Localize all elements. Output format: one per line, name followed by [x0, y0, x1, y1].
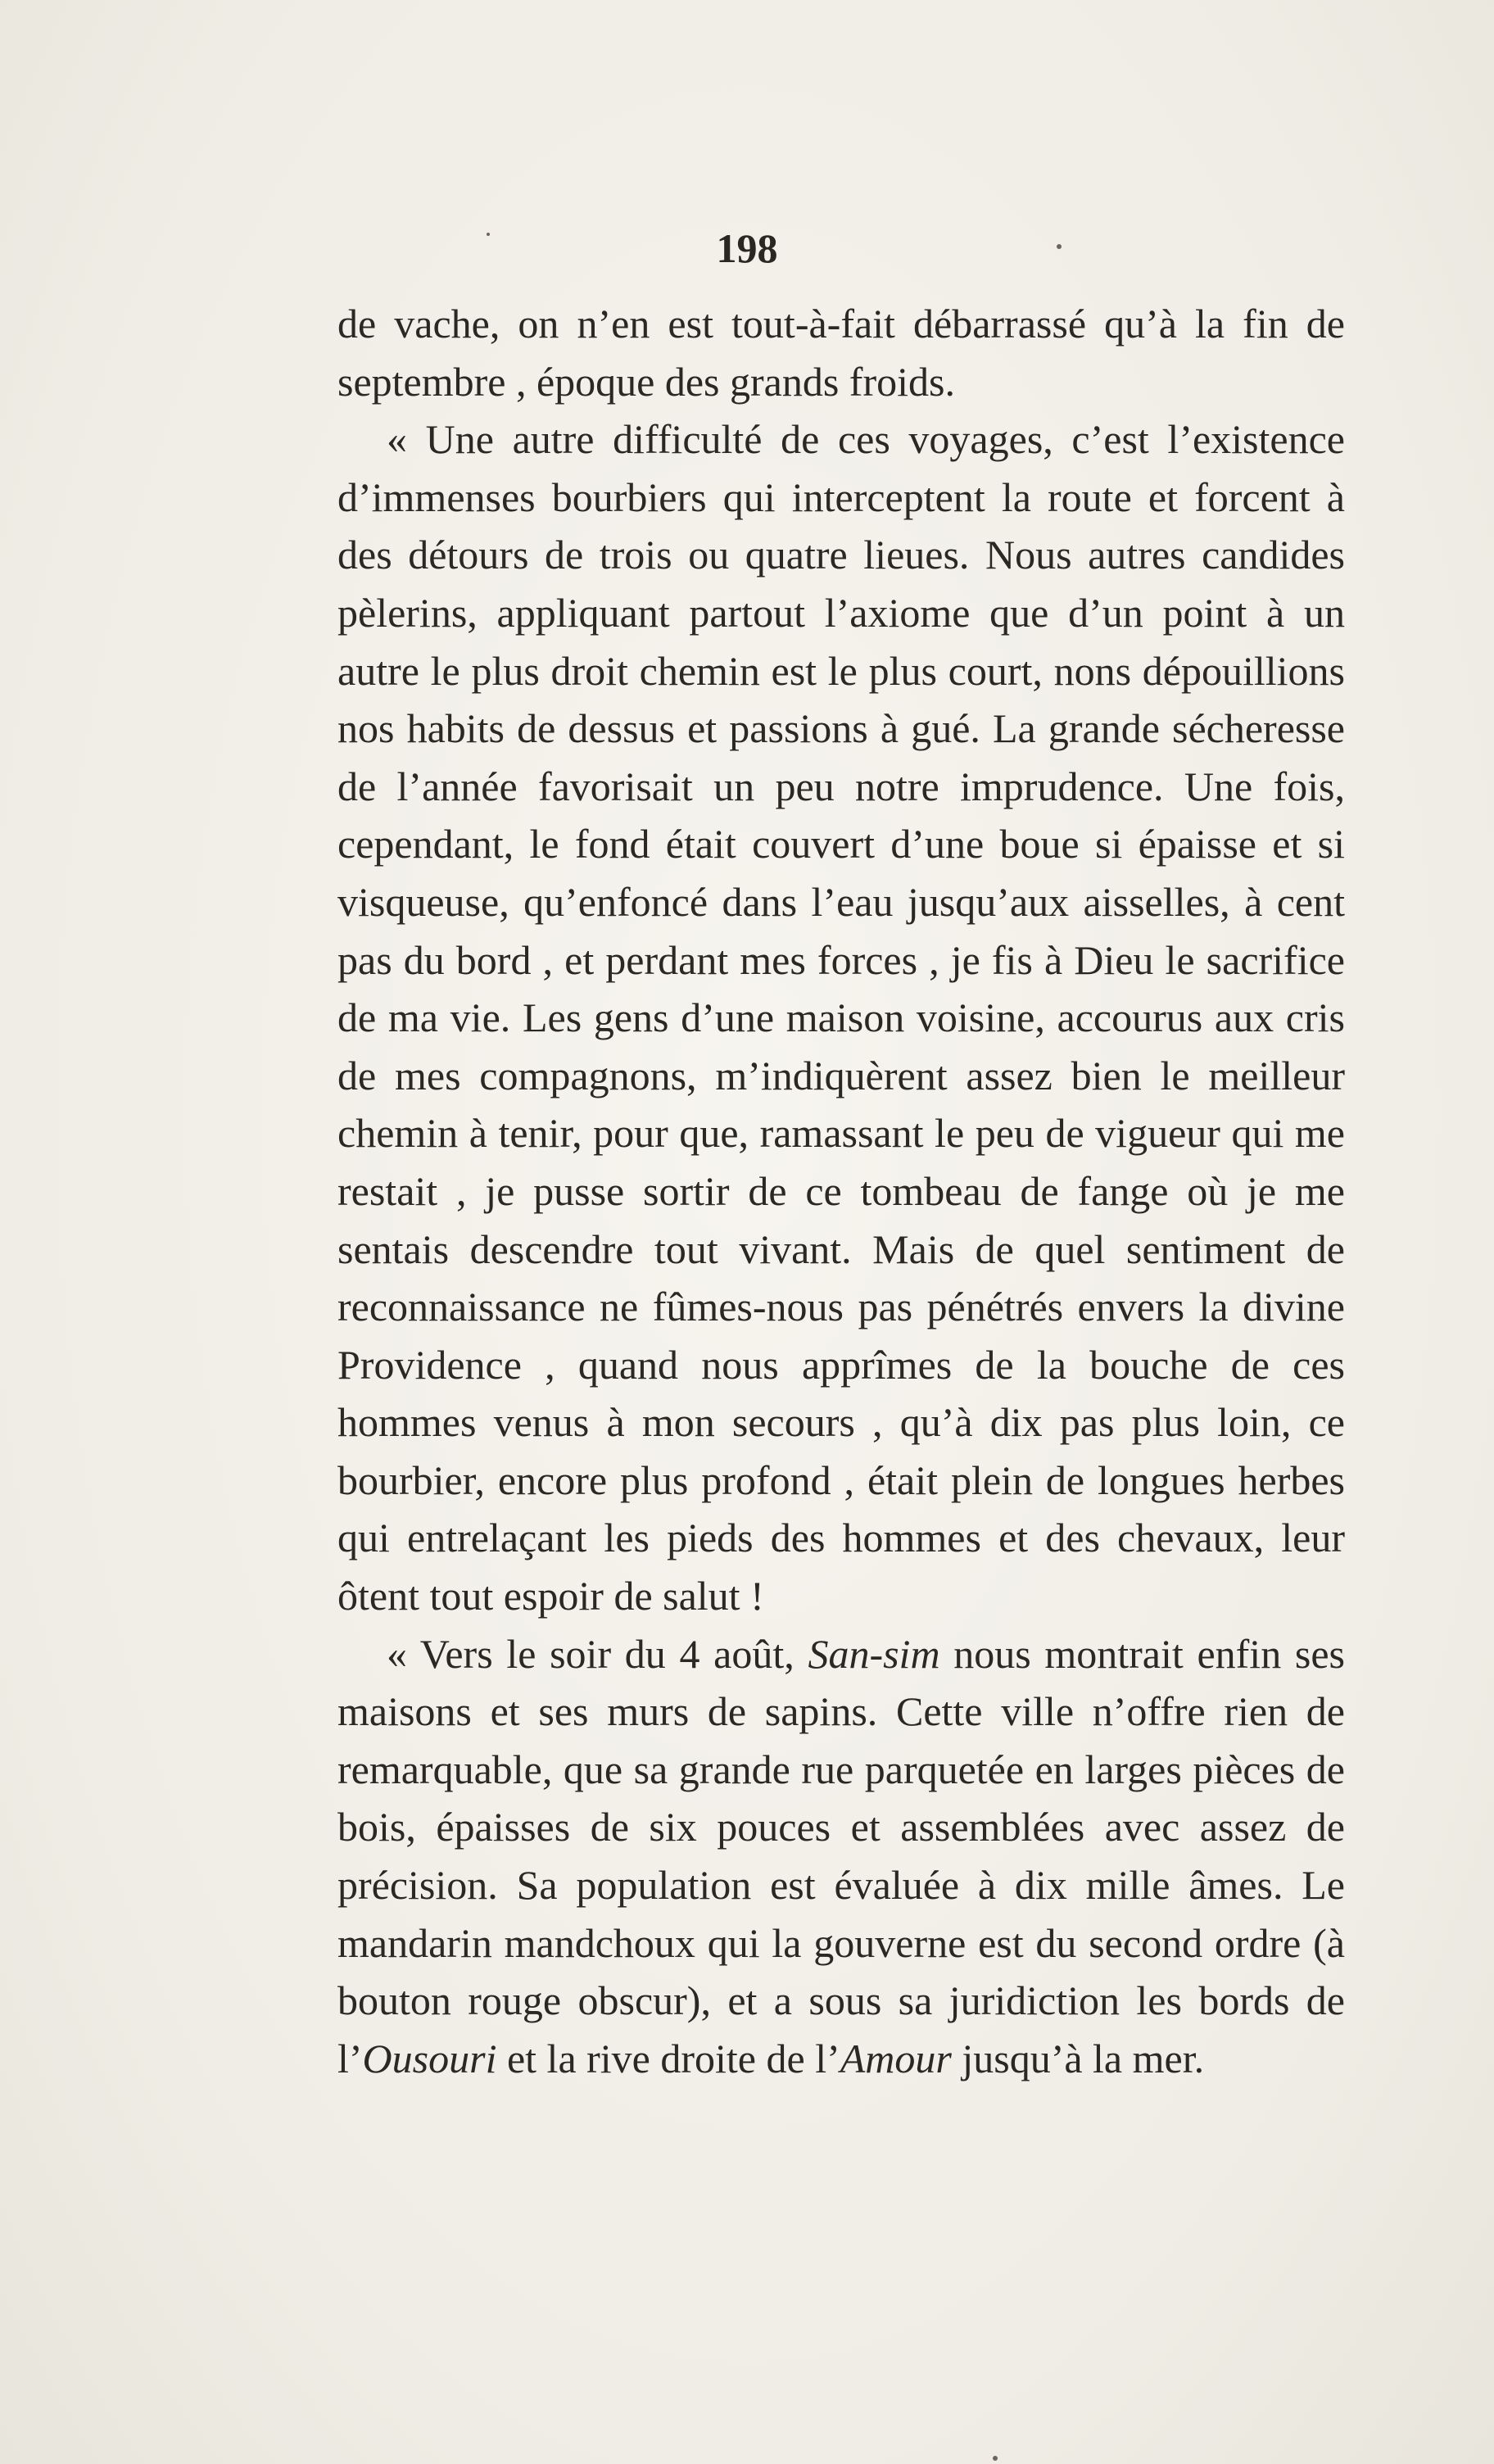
italic-place-name: San-sim — [808, 1630, 940, 1677]
ink-speck — [487, 233, 490, 236]
text-run: de vache, on n’en est tout-à-fait débarrassé qu’à la fin de septembre , époque des grands froids. — [337, 301, 1345, 405]
paragraph-p1 — [337, 295, 1345, 410]
page-number: 198 — [716, 225, 778, 271]
italic-place-name: Amour — [840, 2035, 952, 2081]
ink-speck — [993, 2456, 998, 2461]
paragraph-p2 — [337, 410, 1345, 1624]
paragraph-p3 — [337, 1625, 1345, 2088]
text-run: nous montrait enfin ses maisons et ses murs de sapins. Cette ville n’offre rien de remarquable, que sa grande rue parquetée en larges pièces de bois, épaisses de six pouces et assemblées avec assez de précision. Sa population est évaluée à dix mille âmes. Le mandarin mandchoux qui la gouverne est du second ordre (à bouton rouge obscur), et a sous sa juridiction les bords de l’ — [337, 1630, 1345, 2081]
body-text — [337, 295, 1345, 2087]
text-run: jusqu’à la mer. — [951, 2035, 1205, 2081]
text-run: « Vers le soir du 4 août, — [387, 1630, 808, 1677]
italic-place-name: Ousouri — [362, 2035, 497, 2081]
text-run: et la rive droite de l’ — [496, 2035, 840, 2081]
ink-speck — [1057, 244, 1062, 249]
text-run: « Une autre difficulté de ces voyages, c’est l’existence d’immenses bourbiers qui interceptent la route et forcent à des détours de trois ou quatre lieues. Nous autres candides pèlerins, appliquant partout l’axiome que d’un point à un autre le plus droit chemin est le plus court, nons dépouillions nos habits de dessus et passions à gué. La grande sécheresse de l’année favorisait un peu notre imprudence. Une fois, cependant, le fond était couvert d’une boue si épaisse et si visqueuse, qu’enfoncé dans l’eau jusqu’aux aisselles, à cent pas du bord , et perdant mes forces , je fis à Dieu le sacrifice de ma vie. Les gens d’une maison voisine, accourus aux cris de mes compagnons, m’indiquèrent assez bien le meilleur chemin à tenir, pour que, ramassant le peu de vigueur qui me restait , je pusse sortir de ce tombeau de fange où je me sentais descendre tout vivant. Mais de quel sentiment de reconnaissance ne fûmes-nous pas pénétrés envers la divine Providence , quand nous apprîmes de la bouche de ces hommes venus à mon secours , qu’à dix pas plus loin, ce bourbier, encore plus profond , était plein de longues herbes qui entrelaçant les pieds des hommes et des chevaux, leur ôtent tout espoir de salut ! — [337, 416, 1345, 1619]
